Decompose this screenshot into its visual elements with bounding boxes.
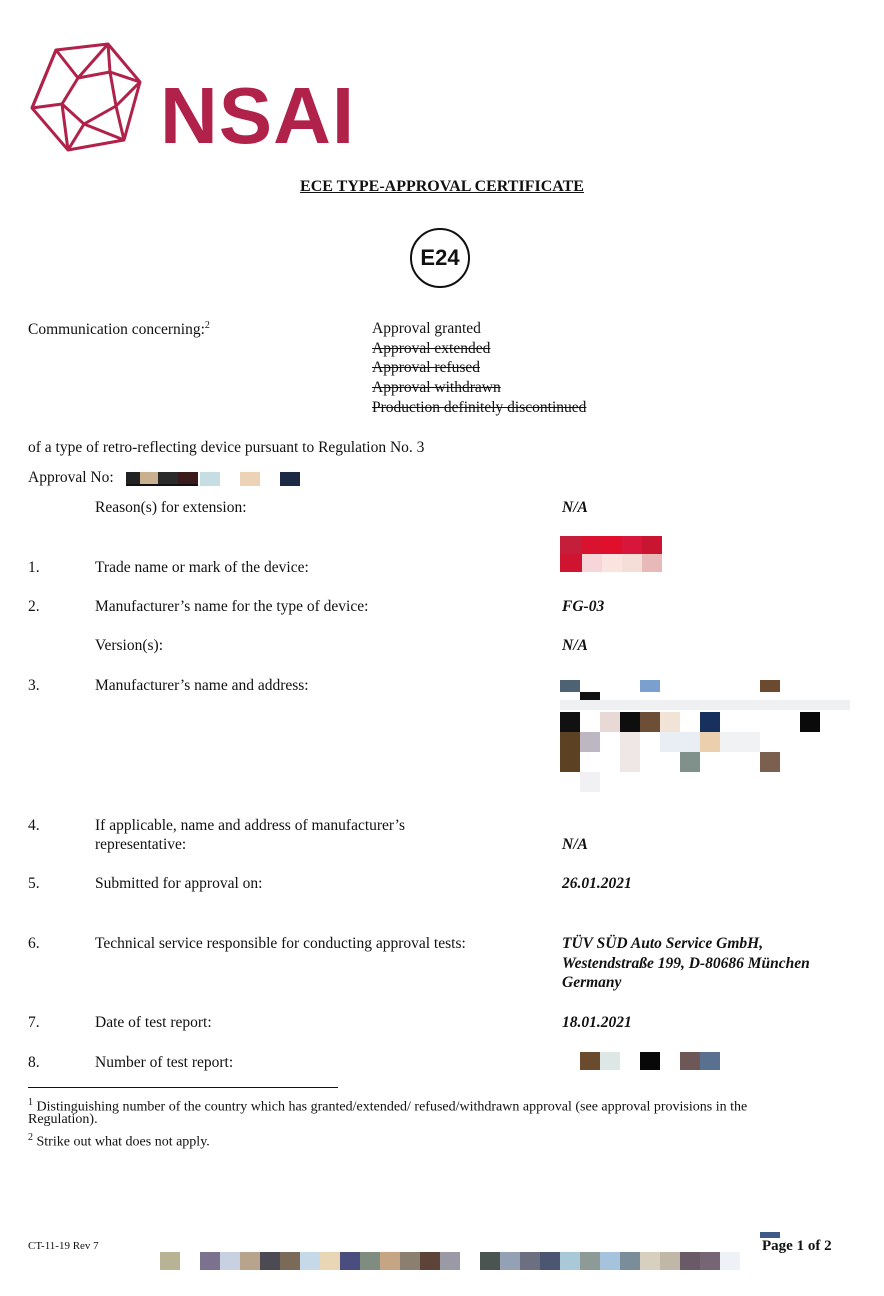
item-number: 5. (28, 875, 40, 892)
device-type-line: of a type of retro-reflecting device pursuant to Regulation No. 3 (28, 439, 425, 456)
item-number: 3. (28, 677, 40, 694)
item-value: Westendstraße 199, D-80686 München (562, 955, 810, 972)
communication-option: Production definitely discontinued (372, 399, 587, 416)
item-label: Date of test report: (95, 1014, 212, 1031)
footnote-1: $^1$ Distinguishing number of the country which has granted/extended/ refused/withdrawn approval (see approval provisions in the (28, 1097, 748, 1115)
item-label: representative: (95, 836, 187, 853)
item-label: Manufacturer’s name for the type of device: (95, 598, 369, 615)
certificate-title: ECE TYPE-APPROVAL CERTIFICATE (300, 178, 584, 195)
form-code: CT-11-19 Rev 7 (28, 1240, 99, 1252)
item-value: TÜV SÜD Auto Service GmbH, (562, 935, 764, 952)
item-label: Version(s): (95, 637, 164, 654)
nsai-logo-icon (28, 42, 148, 154)
item-label: Trade name or mark of the device: (95, 559, 309, 576)
footnote-1-continued: Regulation). (28, 1112, 98, 1127)
reason-label: Reason(s) for extension: (95, 499, 247, 516)
communication-option: Approval granted (372, 320, 481, 337)
communication-label: Communication concerning:$^2$ (28, 320, 210, 339)
logo-wordmark: NSAI (160, 71, 356, 160)
item-value: N/A (562, 836, 588, 853)
item-value: N/A (562, 637, 588, 654)
item-label: Submitted for approval on: (95, 875, 263, 892)
item-label: Manufacturer’s name and address: (95, 677, 309, 694)
item-number: 8. (28, 1054, 40, 1071)
item-value: Germany (562, 974, 622, 991)
item-number: 4. (28, 817, 40, 834)
page-number: Page 1 of 2 (762, 1238, 832, 1254)
item-label: If applicable, name and address of manufacturer’s (95, 817, 406, 834)
communication-option: Approval withdrawn (372, 379, 501, 396)
item-label: Technical service responsible for conducting approval tests: (95, 935, 466, 952)
item-number: 7. (28, 1014, 40, 1031)
reason-value: N/A (562, 499, 588, 516)
e-mark-badge: E24 (410, 228, 470, 288)
item-number: 6. (28, 935, 40, 952)
footnote-divider (28, 1087, 338, 1088)
item-value: 18.01.2021 (562, 1014, 632, 1031)
footnote-2: $^2$ Strike out what does not apply. (28, 1132, 210, 1150)
item-number: 1. (28, 559, 40, 576)
approval-no-label: Approval No: (28, 469, 114, 486)
item-value: 26.01.2021 (562, 875, 632, 892)
item-value: FG-03 (562, 598, 605, 615)
communication-option: Approval extended (372, 340, 491, 357)
communication-option: Approval refused (372, 359, 481, 376)
item-label: Number of test report: (95, 1054, 234, 1071)
item-number: 2. (28, 598, 40, 615)
